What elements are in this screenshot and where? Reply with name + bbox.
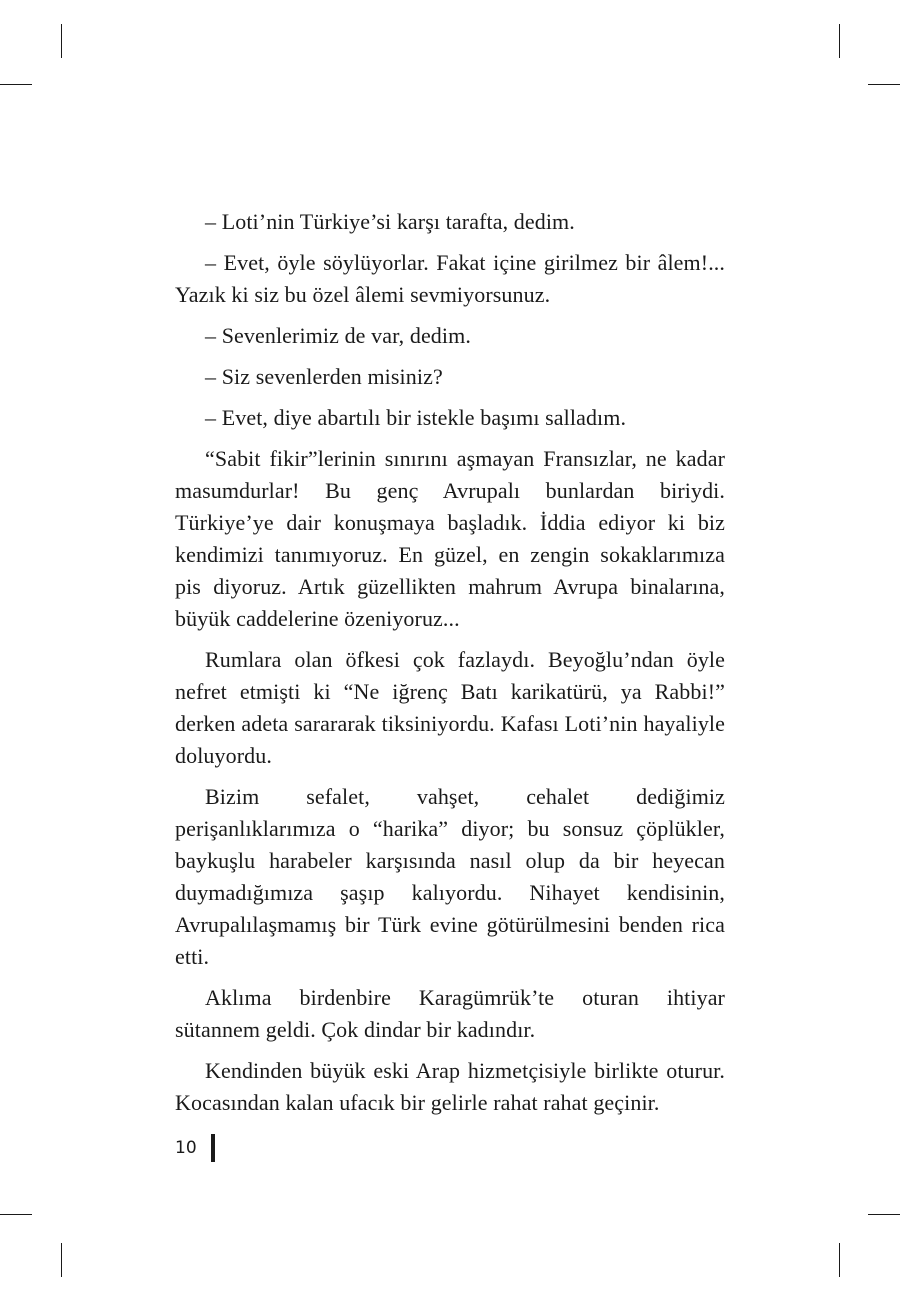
page-number: 10: [175, 1138, 197, 1158]
crop-mark-bottom-right-horizontal: [868, 1214, 900, 1215]
crop-mark-top-left-horizontal: [0, 84, 32, 85]
paragraph: Aklıma birdenbire Karagümrük’te oturan ihtiyar sütannem geldi. Çok dindar bir kadındır.: [175, 985, 725, 1042]
dialogue-line: – Loti’nin Türkiye’si karşı tarafta, dedim.: [205, 209, 575, 234]
footer-rule: [211, 1134, 215, 1162]
crop-mark-bottom-left: [61, 1243, 62, 1277]
dialogue-line: – Sevenlerimiz de var, dedim.: [205, 323, 471, 348]
body-text: [175, 206, 725, 1128]
crop-mark-top-right: [839, 24, 840, 58]
dialogue-line: – Evet, diye abartılı bir istekle başımı salladım.: [205, 405, 627, 430]
page-footer: [175, 1134, 215, 1162]
paragraph: “Sabit fikir”lerinin sınırını aşmayan Fransızlar, ne kadar masumdurlar! Bu genç Avrupalı bunlardan biriydi. Türkiye’ye dair konuşmaya başladık. İddia ediyor ki biz kendimizi tanımıyoruz. En güzel, en zengin sokaklarımıza pis diyoruz. Artık güzellikten mahrum Avrupa binalarına, büyük caddelerine özeniyoruz...: [175, 446, 725, 631]
dialogue-line: – Siz sevenlerden misiniz?: [205, 364, 443, 389]
paragraph: Bizim sefalet, vahşet, cehalet dediğimiz perişanlıklarımıza o “harika” diyor; bu sonsuz çöplükler, baykuşlu harabeler karşısında nasıl olup da bir heyecan duymadığımıza şaşıp kalıyordu. Nihayet kendisinin, Avrupalılaşmamış bir Türk evine götürülmesini benden rica etti.: [175, 784, 725, 969]
paragraph: Rumlara olan öfkesi çok fazlaydı. Beyoğlu’ndan öyle nefret etmişti ki “Ne iğrenç Batı karikatürü, ya Rabbi!” derken adeta sarararak tiksiniyordu. Kafası Loti’nin hayaliyle doluyordu.: [175, 647, 725, 768]
paragraph: Kendinden büyük eski Arap hizmetçisiyle birlikte oturur. Kocasından kalan ufacık bir gelirle rahat rahat geçinir.: [175, 1058, 725, 1115]
crop-mark-top-right-horizontal: [868, 84, 900, 85]
crop-mark-bottom-left-horizontal: [0, 1214, 32, 1215]
dialogue-line: – Evet, öyle söylüyorlar. Fakat içine girilmez bir âlem!... Yazık ki siz bu özel âlemi sevmiyorsunuz.: [175, 250, 725, 307]
crop-mark-bottom-right: [839, 1243, 840, 1277]
crop-mark-top-left: [61, 24, 62, 58]
